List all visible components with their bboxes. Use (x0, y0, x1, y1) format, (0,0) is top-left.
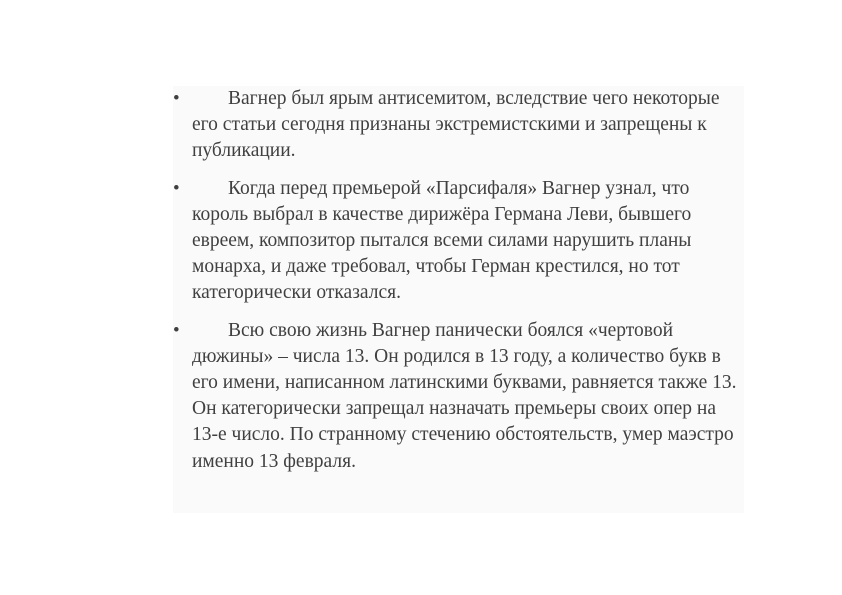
bullet-list (173, 86, 744, 475)
bullet-icon: • (173, 319, 180, 341)
bullet-icon: • (173, 177, 180, 199)
list-item-text: Вагнер был ярым антисемитом, вследствие чего некоторые его статьи сегодня признаны экстремистскими и запрещены к публикации. (192, 88, 720, 162)
list-item (173, 86, 744, 165)
list-item (173, 176, 744, 307)
text-box (173, 86, 744, 513)
list-item (173, 318, 744, 475)
list-item-text: Всю свою жизнь Вагнер панически боялся «чертовой дюжины» – числа 13. Он родился в 13 году, а количество букв в его имени, написанном латинскими буквами, равняется также 13. Он категорически запрещал назначать премьеры своих опер на 13-е число. По странному стечению обстоятельств, умер маэстро именно 13 февраля. (192, 319, 737, 472)
bullet-icon: • (173, 88, 180, 109)
list-item-text: Когда перед премьерой «Парсифаля» Вагнер узнал, что король выбрал в качестве дирижёра Германа Леви, бывшего евреем, композитор пытался всеми силами нарушить планы монарха, и даже требовал, чтобы Герман крестился, но тот категорически отказался. (192, 177, 692, 304)
